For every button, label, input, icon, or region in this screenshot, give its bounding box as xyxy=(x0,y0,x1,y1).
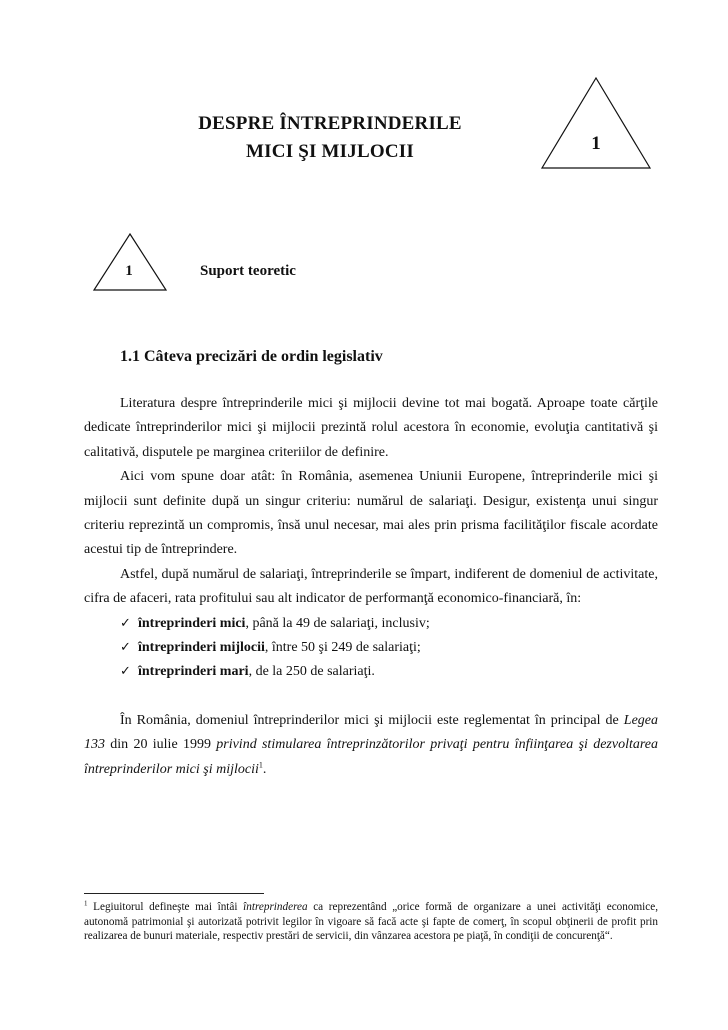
footnote-term: întreprinderea xyxy=(243,901,308,913)
body-text xyxy=(84,392,658,782)
check-mark-icon: ✓ xyxy=(120,664,131,680)
check-mark-icon: ✓ xyxy=(120,640,131,656)
chapter-number: 1 xyxy=(591,133,601,154)
footnote-text-b: ca reprezentând „orice formă de organizare a unei activităţi economice, autonomă patrimonial şi autorizată potrivit legilor în vigoare să facă acte şi fapte de comerţ, în scopul obţinerii de profit prin realizarea de bunuri materiale, respectiv prestări de servicii, din vânzarea acestora pe piaţă, în condiţii de concurenţă“. xyxy=(84,901,658,943)
list-item-term: întreprinderi mici xyxy=(138,615,246,631)
paragraph-4-text-a: În România, domeniul întreprinderilor mici şi mijlocii este reglementat în principal de xyxy=(120,712,624,728)
paragraph-4-text-b: din 20 iulie 1999 xyxy=(105,737,217,753)
list-item xyxy=(120,636,658,660)
section-number: 1 xyxy=(125,263,133,279)
paragraph-4-end: . xyxy=(262,761,267,777)
list-item-term: întreprinderi mijlocii xyxy=(138,640,265,656)
list-item xyxy=(120,612,658,636)
subsection-title: 1.1 Câteva precizări de ordin legislativ xyxy=(120,348,383,365)
footnote-reference[interactable]: 1 xyxy=(258,760,263,770)
section-label: Suport teoretic xyxy=(200,263,296,279)
section-triangle-icon xyxy=(92,232,168,292)
list-item-text: , până la 49 de salariaţi, inclusiv; xyxy=(245,615,430,631)
chapter-title-line-1: DESPRE ÎNTREPRINDERILE xyxy=(198,113,462,134)
paragraph-2: Aici vom spune doar atât: în România, asemenea Uniunii Europene, întreprinderile mici şi mijlocii sunt definite după un singur criteriu: numărul de salariaţi. Desigur, existenţa unui singur criteriu reprezintă un compromis, însă unul necesar, mai ales prin prisma facilităţilor fiscale acordate acestui tip de întreprindere. xyxy=(84,469,658,558)
footnote xyxy=(84,900,658,944)
paragraph-3: Astfel, după numărul de salariaţi, întreprinderile se împart, indiferent de domeniul de activitate, cifra de afaceri, rata profitului sau alt indicator de performanţă economico-financiară, în: xyxy=(84,566,658,607)
chapter-title xyxy=(120,110,540,166)
footnote-text-a: Legiuitorul defineşte mai întâi xyxy=(87,901,244,913)
enterprise-size-list xyxy=(84,612,658,685)
law-name: Legea 133 xyxy=(84,712,658,753)
list-item-text: , între 50 şi 249 de salariaţi; xyxy=(264,640,421,656)
chapter-title-line-2: MICI ŞI MIJLOCII xyxy=(246,141,414,162)
footnote-marker: 1 xyxy=(84,899,88,908)
law-title: privind stimularea întreprinzătorilor privaţi pentru înfiinţarea şi dezvoltarea întreprinderilor mici şi mijlocii xyxy=(84,737,658,777)
list-item-text: , de la 250 de salariaţi. xyxy=(248,664,375,680)
chapter-triangle-icon xyxy=(540,76,652,170)
paragraph-4 xyxy=(84,709,658,782)
footnote-separator xyxy=(84,893,264,894)
list-item xyxy=(120,660,658,684)
paragraph-1: Literatura despre întreprinderile mici şi mijlocii devine tot mai bogată. Aproape toate cărţile dedicate întreprinderilor mici şi mijlocii prezintă rolul acestora în economie, evoluţia cantitativă şi calitativă, disputele pe marginea criteriilor de definire. xyxy=(84,396,658,460)
list-item-term: întreprinderi mari xyxy=(138,664,249,680)
check-mark-icon: ✓ xyxy=(120,615,131,631)
